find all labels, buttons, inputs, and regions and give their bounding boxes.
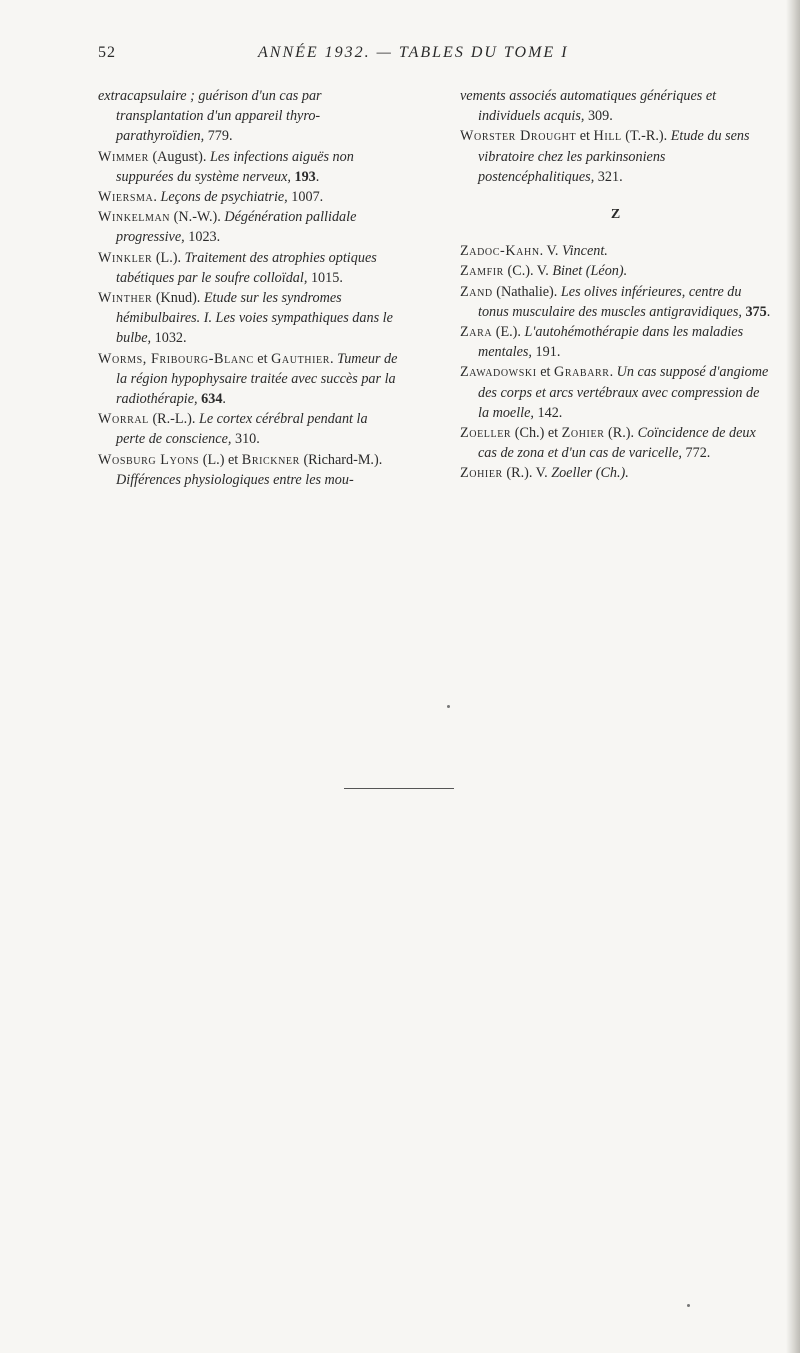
article-title: Traitement des atrophies optiques tabétiques par le soufre colloïdal, xyxy=(116,249,377,286)
author-name: Worster Drought xyxy=(460,128,577,145)
author-initials: (N.-W.). xyxy=(170,209,225,226)
coauthor-initials: . xyxy=(330,350,338,367)
author-name: Zadoc-Kahn xyxy=(460,243,540,260)
article-title: Zoeller (Ch.). xyxy=(551,465,629,482)
coauthor-name: Grabarr xyxy=(553,364,610,381)
article-title: Les infections aiguës non suppurées du système nerveux, xyxy=(116,148,354,185)
index-entry: Worms, Fribourg-Blanc et Gauthier. Tumeur de la région hypophysaire traitée avec succès par la radiothérapie, 634. xyxy=(98,350,398,408)
index-entry: Worster Drought et Hill (T.-R.). Etude du sens vibratoire chez les parkinsoniens postencéphalitiques, 321. xyxy=(460,128,750,185)
page-reference: 772 xyxy=(685,445,707,462)
coauthor-initials: (T.-R.). xyxy=(621,128,671,145)
author-initials: . V. xyxy=(539,243,562,260)
author-name: Wimmer xyxy=(98,148,149,165)
article-title: L'autohémothérapie dans les maladies mentales, xyxy=(478,324,744,361)
article-title: Etude du sens vibratoire chez les parkinsoniens postencéphalitiques, xyxy=(478,128,750,185)
index-entry: Worral (R.-L.). Le cortex cérébral pendant la perte de conscience, 310. xyxy=(98,411,368,448)
article-title: Vincent. xyxy=(562,243,608,260)
index-entry: Winkler (L.). Traitement des atrophies optiques tabétiques par le soufre colloïdal, 1015. xyxy=(98,249,377,286)
article-title: Tumeur de la région hypophysaire traitée avec succès par la radiothérapie, xyxy=(116,350,398,408)
page-reference: 321 xyxy=(597,168,620,185)
page-reference: 1015 xyxy=(310,269,340,286)
index-entry: vements associés automatiques génériques et individuels acquis, 309. xyxy=(460,88,717,125)
article-title: Leçons de psychiatrie, xyxy=(160,189,288,206)
author-initials: (E.). xyxy=(492,324,525,341)
coauthor-name: Zohier xyxy=(561,425,605,442)
index-entry: extracapsulaire ; guérison d'un cas par transplantation d'un appareil thyro-parathyroïdien, 779. xyxy=(98,88,322,145)
page-reference: 191 xyxy=(535,344,557,361)
page-number: 52 xyxy=(98,44,116,61)
author-initials: (L.). xyxy=(152,249,185,266)
running-title: ANNÉE 1932. — TABLES DU TOME I xyxy=(258,44,569,61)
index-entry: Winther (Knud). Etude sur les syndromes hémibulbaires. I. Les voies sympathiques dans le bulbe, 1032. xyxy=(98,290,393,347)
author-initials: (Knud). xyxy=(152,290,204,307)
author-initials: et xyxy=(576,128,594,145)
author-name: Zand xyxy=(460,283,493,300)
end-rule xyxy=(344,788,454,789)
index-entry xyxy=(460,463,772,483)
author-initials: . xyxy=(153,189,161,206)
author-name: Wosburg Lyons xyxy=(98,451,200,468)
paper-speck xyxy=(447,705,450,708)
page-header xyxy=(98,44,698,68)
page-reference: 309 xyxy=(587,108,610,125)
author-name: Worral xyxy=(98,411,149,428)
author-name: Winkelman xyxy=(98,209,171,226)
article-title: Binet (Léon). xyxy=(552,263,628,280)
page-reference: 193 xyxy=(294,168,316,185)
author-name: Winther xyxy=(98,290,153,307)
article-title: Coïncidence de deux cas de zona et d'un cas de varicelle, xyxy=(478,425,756,462)
article-title: extracapsulaire ; guérison d'un cas par transplantation d'un appareil thyro-parathyroïdien, xyxy=(98,88,322,145)
page-reference: 375 xyxy=(745,303,767,320)
paper-speck xyxy=(687,1304,690,1307)
page-edge-shadow xyxy=(786,0,800,1353)
coauthor-initials: (Richard-M.). xyxy=(299,451,383,468)
author-initials: (Nathalie). xyxy=(492,283,561,300)
index-entry: Wimmer (August). Les infections aiguës non suppurées du système nerveux, 193. xyxy=(98,148,354,185)
coauthor-initials: (R.). xyxy=(604,425,638,442)
author-name: Zawadowski xyxy=(460,364,537,381)
coauthor-name: Gauthier xyxy=(271,350,331,367)
author-initials: et xyxy=(253,350,272,367)
index-entry xyxy=(98,450,398,490)
page-reference: 1007 xyxy=(291,189,320,206)
author-initials: (August). xyxy=(148,148,210,165)
z-section-entries xyxy=(460,241,772,483)
coauthor-initials: . xyxy=(609,364,617,381)
article-title: Le cortex cérébral pendant la perte de conscience, xyxy=(116,411,368,448)
article-title: Les olives inférieures, centre du tonus musculaire des muscles antigravidiques, xyxy=(478,283,742,320)
index-entry: Wiersma. Leçons de psychiatrie, 1007. xyxy=(98,189,324,206)
article-title: Etude sur les syndromes hémibulbaires. I. Les voies sympathiques dans le bulbe, xyxy=(116,290,393,347)
index-entry xyxy=(460,241,772,261)
article-title: Un cas supposé d'angiome des corps et arcs vertébraux avec compression de la moelle, xyxy=(478,364,769,421)
index-entry: Winkelman (N.-W.). Dégénération pallidale progressive, 1023. xyxy=(98,209,357,246)
section-letter: Z xyxy=(610,207,622,223)
article-title: vements associés automatiques génériques et individuels acquis, xyxy=(460,88,717,125)
author-initials: (Ch.) et xyxy=(511,425,562,442)
author-initials: (L.) et xyxy=(199,451,242,468)
index-entry: Zoeller (Ch.) et Zohier (R.). Coïncidence de deux cas de zona et d'un cas de varicelle, 772. xyxy=(460,425,756,462)
author-name: Zara xyxy=(460,324,493,341)
article-title: Dégénération pallidale progressive, xyxy=(116,209,357,246)
author-name: Zohier xyxy=(460,465,503,482)
right-column-entries xyxy=(460,86,772,187)
author-initials: (R.-L.). xyxy=(148,411,199,428)
page-reference: 1032 xyxy=(154,330,183,347)
index-entry: Zara (E.). L'autohémothérapie dans les maladies mentales, 191. xyxy=(460,324,744,361)
index-entry: Zawadowski et Grabarr. Un cas supposé d'angiome des corps et arcs vertébraux avec compression de la moelle, 142. xyxy=(460,364,769,421)
page-reference: 1023 xyxy=(188,229,217,246)
article-title: Différences physiologiques entre les mou- xyxy=(116,471,354,488)
right-column xyxy=(460,86,772,484)
author-initials: (R.). V. xyxy=(502,465,552,482)
coauthor-name: Brickner xyxy=(241,451,300,468)
author-name: Wiersma xyxy=(98,189,154,206)
left-column xyxy=(98,86,398,490)
author-name: Zamfir xyxy=(460,263,504,280)
page-reference: 310 xyxy=(234,431,257,448)
author-name: Zoeller xyxy=(460,425,512,442)
author-name: Winkler xyxy=(98,249,153,266)
page-reference: 779 xyxy=(207,128,229,145)
author-initials: (C.). V. xyxy=(503,263,553,280)
author-initials: et xyxy=(536,364,554,381)
index-entry: Zand (Nathalie). Les olives inférieures, centre du tonus musculaire des muscles antigravidiques, 375. xyxy=(460,283,771,320)
page-reference: 634 xyxy=(201,391,223,408)
coauthor-name: Hill xyxy=(593,128,622,145)
author-name: Worms, Fribourg-Blanc xyxy=(98,350,254,367)
page-reference: 142 xyxy=(537,404,559,421)
index-entry xyxy=(460,261,772,281)
